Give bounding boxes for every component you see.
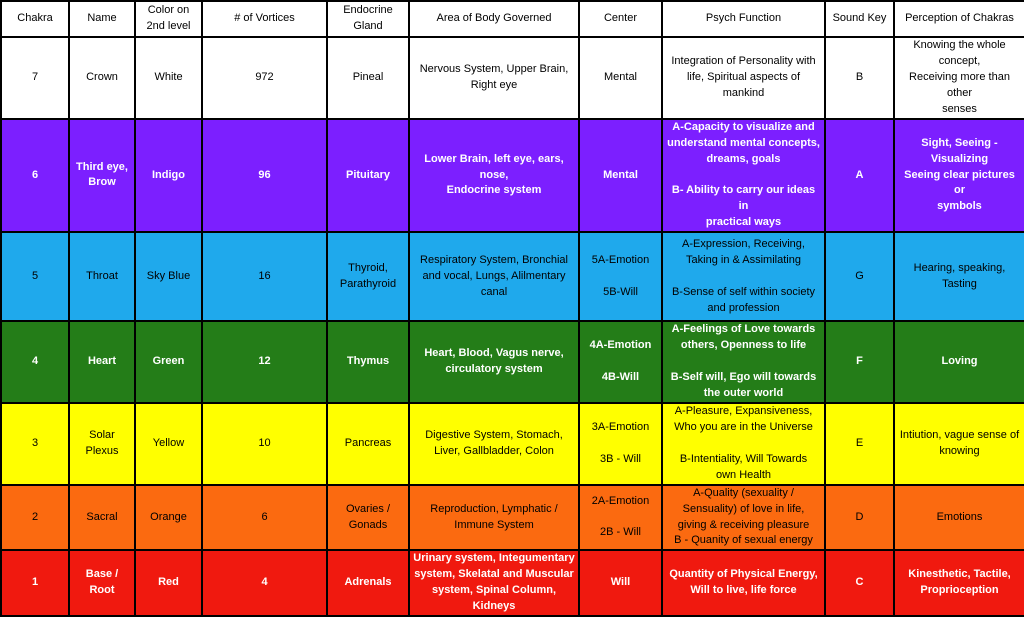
- cell-chakra: 2: [1, 485, 69, 551]
- cell-color: White: [135, 37, 202, 119]
- cell-chakra: 3: [1, 403, 69, 485]
- cell-center: Mental: [579, 37, 662, 119]
- cell-psych: A-Pleasure, Expansiveness, Who you are in the Universe B-Intentiality, Will Towards own Health: [662, 403, 825, 485]
- cell-sound: D: [825, 485, 894, 551]
- cell-perception: Loving: [894, 321, 1024, 403]
- header-center: Center: [579, 1, 662, 37]
- header-sound: Sound Key: [825, 1, 894, 37]
- header-perception: Perception of Chakras: [894, 1, 1024, 37]
- cell-sound: C: [825, 550, 894, 616]
- header-psych: Psych Function: [662, 1, 825, 37]
- cell-name: Heart: [69, 321, 135, 403]
- table-row: [1, 550, 1024, 616]
- cell-color: Red: [135, 550, 202, 616]
- header-chakra: Chakra: [1, 1, 69, 37]
- cell-chakra: 5: [1, 232, 69, 321]
- cell-chakra: 1: [1, 550, 69, 616]
- cell-gland: Pituitary: [327, 119, 409, 233]
- cell-gland: Ovaries / Gonads: [327, 485, 409, 551]
- cell-chakra: 6: [1, 119, 69, 233]
- header-row: [1, 1, 1024, 37]
- cell-vortices: 10: [202, 403, 327, 485]
- cell-gland: Thymus: [327, 321, 409, 403]
- cell-color: Indigo: [135, 119, 202, 233]
- cell-perception: Intiution, vague sense of knowing: [894, 403, 1024, 485]
- cell-perception: Emotions: [894, 485, 1024, 551]
- cell-psych: Quantity of Physical Energy, Will to live, life force: [662, 550, 825, 616]
- table-row: [1, 37, 1024, 119]
- cell-vortices: 12: [202, 321, 327, 403]
- cell-vortices: 16: [202, 232, 327, 321]
- cell-psych: A-Expression, Receiving, Taking in & Assimilating B-Sense of self within society and profession: [662, 232, 825, 321]
- cell-psych: A-Feelings of Love towards others, Openness to life B-Self will, Ego will towards the outer world: [662, 321, 825, 403]
- table-row: [1, 321, 1024, 403]
- cell-vortices: 6: [202, 485, 327, 551]
- cell-gland: Adrenals: [327, 550, 409, 616]
- header-vortices: # of Vortices: [202, 1, 327, 37]
- header-gland: Endocrine Gland: [327, 1, 409, 37]
- cell-perception: Kinesthetic, Tactile, Proprioception: [894, 550, 1024, 616]
- cell-sound: E: [825, 403, 894, 485]
- cell-name: Throat: [69, 232, 135, 321]
- cell-chakra: 4: [1, 321, 69, 403]
- header-name: Name: [69, 1, 135, 37]
- cell-area: Heart, Blood, Vagus nerve, circulatory system: [409, 321, 579, 403]
- cell-color: Yellow: [135, 403, 202, 485]
- cell-psych: A-Quality (sexuality / Sensuality) of love in life, giving & receiving pleasure B - Quanity of sexual energy: [662, 485, 825, 551]
- cell-name: Base / Root: [69, 550, 135, 616]
- cell-sound: G: [825, 232, 894, 321]
- cell-center: 5A-Emotion 5B-Will: [579, 232, 662, 321]
- header-color: Color on 2nd level: [135, 1, 202, 37]
- cell-area: Reproduction, Lymphatic / Immune System: [409, 485, 579, 551]
- cell-area: Urinary system, Integumentary system, Skelatal and Muscular system, Spinal Column, Kidneys: [409, 550, 579, 616]
- cell-color: Green: [135, 321, 202, 403]
- cell-vortices: 972: [202, 37, 327, 119]
- header-area: Area of Body Governed: [409, 1, 579, 37]
- cell-perception: Hearing, speaking, Tasting: [894, 232, 1024, 321]
- cell-name: Crown: [69, 37, 135, 119]
- cell-psych: A-Capacity to visualize and understand mental concepts, dreams, goals B- Ability to carry our ideas in practical ways: [662, 119, 825, 233]
- table-row: [1, 485, 1024, 551]
- cell-area: Digestive System, Stomach, Liver, Gallbladder, Colon: [409, 403, 579, 485]
- table-row: [1, 232, 1024, 321]
- cell-perception: Knowing the whole concept, Receiving more than other senses: [894, 37, 1024, 119]
- cell-chakra: 7: [1, 37, 69, 119]
- cell-color: Sky Blue: [135, 232, 202, 321]
- cell-gland: Pineal: [327, 37, 409, 119]
- cell-center: Mental: [579, 119, 662, 233]
- cell-area: Nervous System, Upper Brain, Right eye: [409, 37, 579, 119]
- cell-perception: Sight, Seeing - Visualizing Seeing clear pictures or symbols: [894, 119, 1024, 233]
- table-row: [1, 119, 1024, 233]
- cell-area: Respiratory System, Bronchial and vocal, Lungs, Alilmentary canal: [409, 232, 579, 321]
- cell-center: 3A-Emotion 3B - Will: [579, 403, 662, 485]
- cell-center: 2A-Emotion 2B - Will: [579, 485, 662, 551]
- cell-color: Orange: [135, 485, 202, 551]
- cell-psych: Integration of Personality with life, Spiritual aspects of mankind: [662, 37, 825, 119]
- cell-gland: Pancreas: [327, 403, 409, 485]
- cell-sound: A: [825, 119, 894, 233]
- cell-vortices: 96: [202, 119, 327, 233]
- cell-sound: F: [825, 321, 894, 403]
- cell-name: Third eye, Brow: [69, 119, 135, 233]
- cell-area: Lower Brain, left eye, ears, nose, Endocrine system: [409, 119, 579, 233]
- cell-gland: Thyroid, Parathyroid: [327, 232, 409, 321]
- cell-name: Solar Plexus: [69, 403, 135, 485]
- cell-vortices: 4: [202, 550, 327, 616]
- cell-name: Sacral: [69, 485, 135, 551]
- table-row: [1, 403, 1024, 485]
- cell-sound: B: [825, 37, 894, 119]
- cell-center: Will: [579, 550, 662, 616]
- cell-center: 4A-Emotion 4B-Will: [579, 321, 662, 403]
